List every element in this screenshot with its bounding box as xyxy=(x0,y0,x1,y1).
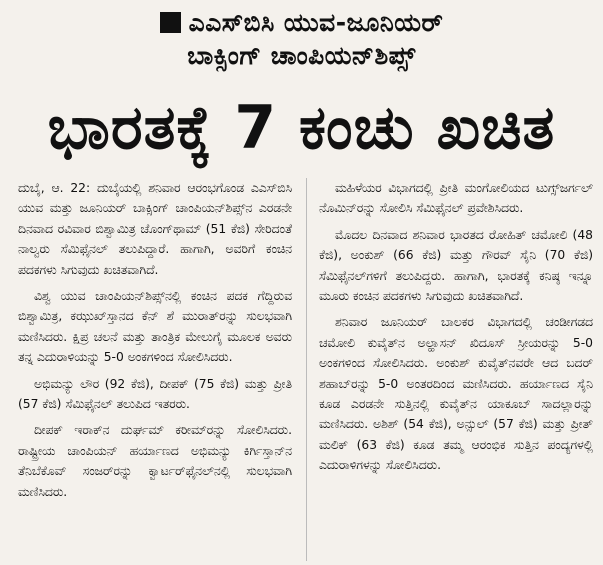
paragraph: ವಿಶ್ವ ಯುವ ಚಾಂಪಿಯನ್‌ಶಿಪ್ಸ್‌ನಲ್ಲಿ ಕಂಚಿನ ಪದಕ ಗೆದ್ದಿರುವ ಬಿಶ್ವಾಮಿತ್ರ, ಕಝುಖ್‌ಸ್ತಾನದ ಕೆನ್ ಶೆ ಮುರಾತ್‌ರನ್ನು ಸುಲಭವಾಗಿ ಮಣಿಸಿದರು. ಕ್ಷಿಪ್ರ ಚಲನೆ ಮತ್ತು ತಾಂತ್ರಿಕ ಮೇಲುಗೈ ಮೂಲಕ ಅವರು ತನ್ನ ಎದುರಾಳಿಯನ್ನು 5-0 ಅಂಕಗಳಿಂದ ಸೋಲಿಸಿದರು. xyxy=(18,289,292,365)
article-body xyxy=(18,178,593,561)
left-column xyxy=(18,178,292,561)
kicker-line-2: ಬಾಕ್ಸಿಂಗ್ ಚಾಂಪಿಯನ್‌ಶಿಪ್ಸ್ xyxy=(187,41,416,70)
paragraph: ಶನಿವಾರ ಜೂನಿಯರ್ ಬಾಲಕರ ವಿಭಾಗದಲ್ಲಿ ಚಂಡೀಗಡದ ಚಮೋಲಿ ಕುವೈತ್‌ನ ಅಲ್ಹಾಸನ್ ಖಿದೂಸ್ ಸ್ರೀಯರನ್ನು 5-0 ಅಂಕಗಳಿಂದ ಸೋಲಿಸಿದರು. ಅಂಕುಶ್ ಕುವೈತ್‌ನವರೇ ಆದ ಬದರ್ ಶಹಾಬ್‌ರನ್ನು 5-0 ಅಂತರದಿಂದ ಮಣಿಸಿದರು. ಹರ್ಯಾಣದ ಸೈನಿ ಕೂಡ ಎರಡನೇ ಸುತ್ತಿನಲ್ಲಿ ಕುವೈತ್‌ನ ಯಾಕೂಬ್ ಸಾದಲ್ಲಾರನ್ನು ಮಣಿಸಿದರು. ಅಶಿಶ್ (54 ಕೆಜಿ), ಅನ್ಸುಲ್ (57 ಕೆಜಿ) ಮತ್ತು ಪ್ರೀತ್ ಮಲಿಕ್ (63 ಕೆಜಿ) ಕೂಡ ತಮ್ಮ ಆರಂಭಿಕ ಸುತ್ತಿನ ಪಂದ್ಯಗಳಲ್ಲಿ ಎದುರಾಳಿಗಳನ್ನು ಸೋಲಿಸಿದರು. xyxy=(319,315,593,473)
paragraph: ದೀಪಕ್ ಇರಾಕ್‌ನ ದುರ್ಘಮ್ ಕರೀಮ್‌ರನ್ನು ಸೋಲಿಸಿದರು. ರಾಷ್ಟ್ರೀಯ ಚಾಂಪಿಯನ್ ಹರ್ಯಾಣದ ಅಭಿಮನ್ಯು ಕಿರ್ಗಿಸ್ತಾನ್‌ನ ತೆನಿಬೆಕೊವ್ ಸಂಜರ್‌ರನ್ನು ಕ್ವಾರ್ಟರ್‌ಫೈನಲ್‌ನಲ್ಲಿ ಸುಲಭವಾಗಿ ಮಣಿಸಿದರು. xyxy=(18,423,292,499)
kicker xyxy=(0,6,603,72)
square-bullet-icon xyxy=(160,12,181,33)
paragraph: ದುಬೈ, ಆ. 22: ದುಬೈಯಲ್ಲಿ ಶನಿವಾರ ಆರಂಭಗೊಂಡ ಎಎಸ್‌ಬಿಸಿ ಯುವ ಮತ್ತು ಜೂನಿಯರ್ ಬಾಕ್ಸಿಂಗ್ ಚಾಂಪಿಯನ್‌ಶಿಪ್ಸ್‌ನ ಎರಡನೇ ದಿನವಾದ ರವಿವಾರ ಬಿಶ್ವಾಮಿತ್ರ ಚೊಂಗ್‌ಥಾಮ್ (51 ಕೆಜಿ) ಸೇರಿದಂತೆ ನಾಲ್ವರು ಸೆಮಿಫೈನಲ್ ತಲುಪಿದ್ದಾರೆ. ಹಾಗಾಗಿ, ಅವರಿಗೆ ಕಂಚಿನ ಪದಕಗಳು ಸಿಗುವುದು ಖಚಿತವಾಗಿದೆ. xyxy=(18,181,292,277)
paragraph: ಮಹಿಳೆಯರ ವಿಭಾಗದಲ್ಲಿ ಪ್ರೀತಿ ಮಂಗೋಲಿಯದ ಟುಗ್ಸ್‌ಜರ್ಗಲ್ ನೊಮಿನ್‌ರನ್ನು ಸೋಲಿಸಿ ಸೆಮಿಫೈನಲ್ ಪ್ರವೇಶಿಸಿದರು. xyxy=(319,181,593,216)
headline: ಭಾರತಕ್ಕೆ 7 ಕಂಚು ಖಚಿತ xyxy=(47,93,556,163)
kicker-line-1-text: ಎಎಸ್‌ಬಿಸಿ ಯುವ-ಜೂನಿಯರ್ xyxy=(188,8,444,37)
paragraph: ಅಭಿಮನ್ಯು ಲೌರ (92 ಕೆಜಿ), ದೀಪಕ್ (75 ಕೆಜಿ) ಮತ್ತು ಪ್ರೀತಿ (57 ಕೆಜಿ) ಸೆಮಿಫೈನಲ್ ತಲುಪಿದ ಇತರರು. xyxy=(18,376,292,412)
right-column xyxy=(306,178,593,561)
paragraph: ಮೊದಲ ದಿನವಾದ ಶನಿವಾರ ಭಾರತದ ರೋಹಿತ್ ಚಮೋಲಿ (48 ಕೆಜಿ), ಅಂಕುಶ್ (66 ಕೆಜಿ) ಮತ್ತು ಗೌರವ್ ಸೈನಿ (70 ಕೆಜಿ) ಸೆಮಿಫೈನಲ್‌ಗಳಿಗೆ ತಲುಪಿದ್ದರು. ಹಾಗಾಗಿ, ಭಾರತಕ್ಕೆ ಕನಿಷ್ಠ ಇನ್ನೂ ಮೂರು ಕಂಚಿನ ಪದಕಗಳು ಸಿಗುವುದು ಖಚಿತವಾಗಿದೆ. xyxy=(319,227,593,304)
kicker-line-1 xyxy=(0,6,603,39)
